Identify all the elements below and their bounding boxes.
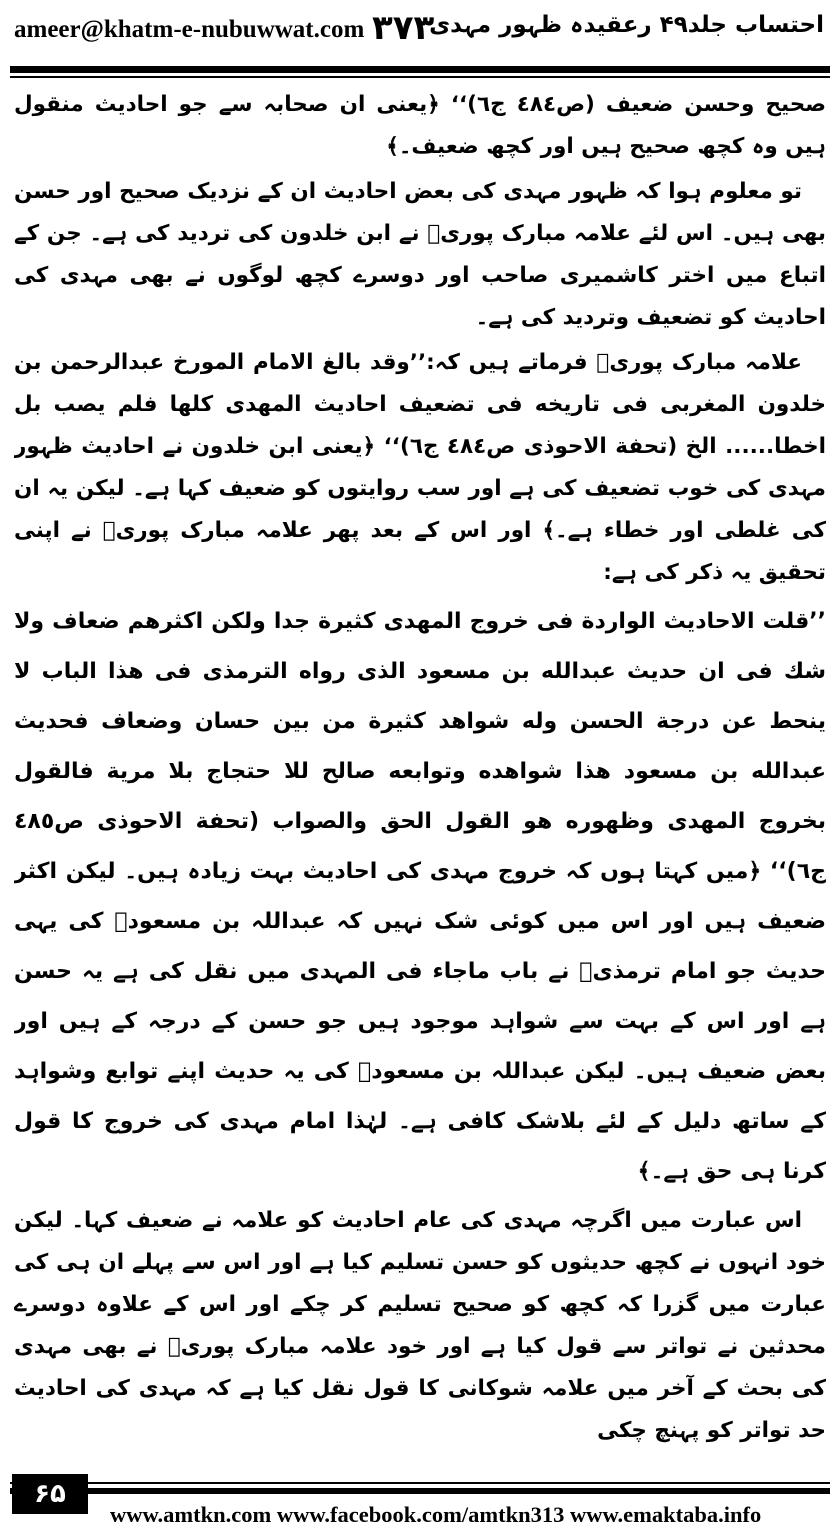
footer-links: www.amtkn.com www.facebook.com/amtkn313 www.emaktaba.info xyxy=(110,1502,762,1527)
footer-page-number: ۶۵ xyxy=(12,1474,88,1514)
paragraph-3: علامہ مبارک پوریؒ فرماتے ہیں کہ:’’وقد بالغ الامام المورخ عبدالرحمن بن خلدون المغربی فی تاریخه فی تضعیف احادیث المهدی کلها فلم یصب بل اخطا...... الخ (تحفة الاحوذی ص٤٨٤ ج٦)‘‘ ﴿یعنی ابن خلدون نے احادیث ظہور مہدی کی خوب تضعیف کی ہے اور سب روایتوں کو ضعیف کہا ہے۔ لیکن یہ ان کی غلطی اور خطاء ہے۔﴾ اور اس کے بعد پھر علامہ مبارک پوریؒ نے اپنی تحقیق یہ ذکر کی ہے: xyxy=(14,350,826,585)
footer-rule-thin xyxy=(10,1482,830,1484)
page-footer xyxy=(0,1460,840,1540)
header-email: ameer@khatm-e-nubuwwat.com xyxy=(14,16,365,43)
footer-rule-thick xyxy=(10,1488,830,1494)
paragraph-2: تو معلوم ہوا کہ ظہور مہدی کی بعض احادیث ان کے نزدیک صحیح اور حسن بھی ہیں۔ اس لئے علامہ مبارک پوریؒ نے ابن خلدون کی تردید کی ہے۔ جن کے اتباع میں اختر کاشمیری صاحب اور دوسرے کچھ لوگوں نے بھی مہدی کی احادیث کو تضعیف وتردید کی ہے۔ xyxy=(14,179,826,330)
page-header xyxy=(0,0,840,74)
paragraph-5: اس عبارت میں اگرچہ مہدی کی عام احادیث کو علامہ نے ضعیف کہا۔ لیکن خود انہوں نے کچھ حدیثوں کو حسن تسلیم کیا ہے اور اس سے پہلے ان ہی کی عبارت میں گزرا کہ کچھ کو صحیح تسلیم کر چکے اور اس کے علاوہ دوسرے محدثین نے تواتر سے قول کیا ہے اور خود علامہ مبارک پوریؒ نے بھی مہدی کی بحث کے آخر میں علامہ شوکانی کا قول نقل کیا ہے کہ مہدی کی احادیث حد تواتر کو پہنچ چکی xyxy=(14,1208,826,1443)
paragraph-1: صحیح وحسن ضعیف (ص٤٨٤ ج٦)‘‘ ﴿یعنی ان صحابہ سے جو احادیث منقول ہیں وہ کچھ صحیح ہیں اور کچھ ضعیف۔﴾ xyxy=(14,92,826,159)
page-body xyxy=(14,84,826,1459)
header-rule-thick xyxy=(10,66,830,73)
header-rule-thin xyxy=(10,76,830,78)
header-page-number: ۳۷۳ xyxy=(372,8,435,48)
header-title: احتساب جلد۴۹ رعقیدہ ظہور مہدی xyxy=(429,12,824,38)
paragraph-4-quote: ’’قلت الاحادیث الواردة فی خروج المهدی کثیرة جدا ولکن اکثرهم ضعاف ولا شك فی ان حدیث عبدالله بن مسعود الذی رواه الترمذی فی هذا الباب لا ینحط عن درجة الحسن وله شواهد کثیرة من بین حسان وضعاف فحدیث عبدالله بن مسعود هذا شواهده وتوابعه صالح للا حتجاج بلا مرية فالقول بخروج المهدی وظهوره هو القول الحق والصواب (تحفة الاحوذی ص٤٨٥ ج٦)‘‘ ﴿میں کہتا ہوں کہ خروج مہدی کی احادیث بہت زیادہ ہیں۔ لیکن اکثر ضعیف ہیں اور اس میں کوئی شک نہیں کہ عبداللہ بن مسعودؓ کی یہی حدیث جو امام ترمذیؒ نے باب ماجاء فی المہدی میں نقل کی ہے یہ حسن ہے اور اس کے بہت سے شواہد موجود ہیں جو حسن کے درجہ کے ہیں اور بعض ضعیف ہیں۔ لیکن عبداللہ بن مسعودؓ کی یہ حدیث اپنے توابع وشواہد کے ساتھ دلیل کے لئے بلاشک کافی ہے۔ لہٰذا امام مہدی کی خروج کا قول کرنا ہی حق ہے۔﴾ xyxy=(14,609,826,1184)
